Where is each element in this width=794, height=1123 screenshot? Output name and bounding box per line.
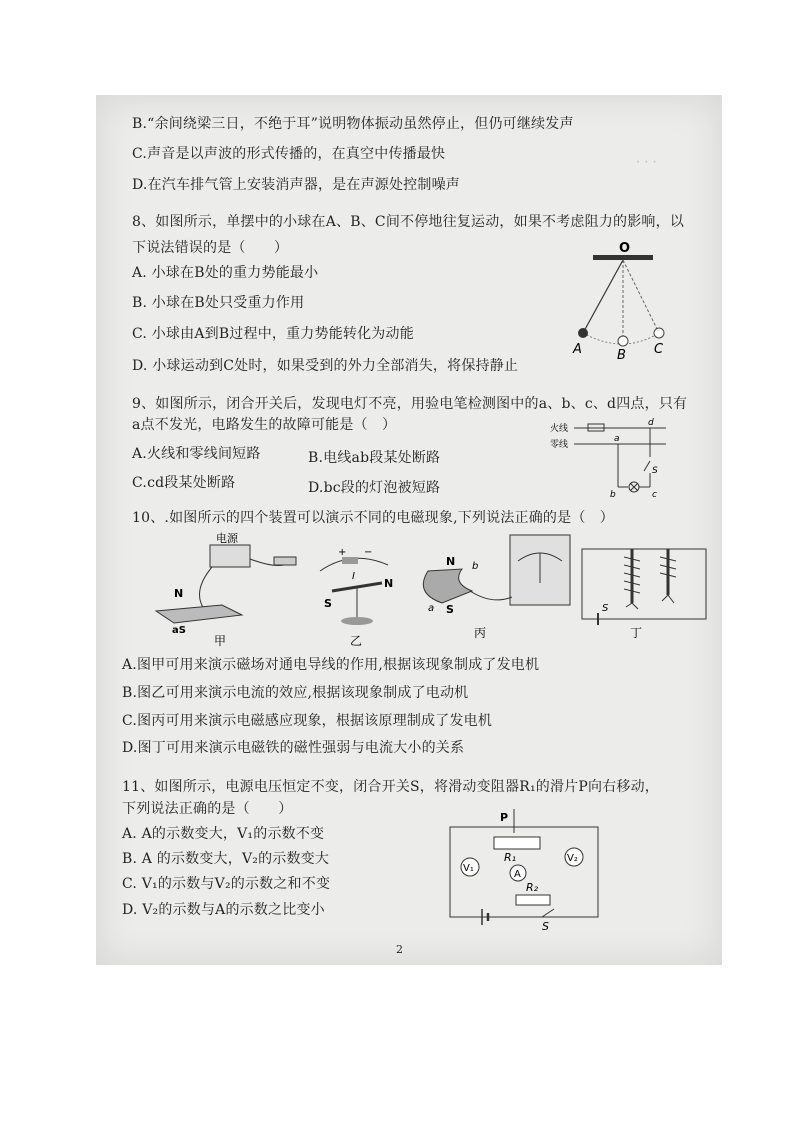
q8-option-b: B. 小球在B处只受重力作用 [132,295,305,311]
q8-option-c: C. 小球由A到B过程中，重力势能转化为动能 [132,326,414,342]
switch-blade [644,461,650,471]
q8-option-d: D. 小球运动到C处时，如果受到的外力全部消失，将保持静止 [132,358,519,374]
pendulum-label-a: A [573,342,582,357]
q11-option-c: C. V₁的示数与V₂的示数之和不变 [122,876,331,892]
jia-label-n: N [174,587,184,600]
ding-caption: 丁 [630,626,643,640]
switch-s [542,909,554,917]
q7-option-c: C.声音是以声波的形式传播的，在真空中传播最快 [132,146,446,162]
pendulum-label-c: C [654,342,664,357]
q9-option-c: C.cd段某处断路 [132,475,236,491]
figure-jia [156,531,296,647]
jia-label-as: aS [172,625,186,636]
yi-label-s: S [324,597,332,610]
q10-option-c: C.图丙可用来演示电磁感应现象，根据该原理制成了发电机 [122,713,493,729]
r1-label: R₁ [504,851,517,864]
v2-label: V₂ [567,853,578,864]
q11-option-d: D. V₂的示数与A的示数之比变小 [122,902,325,918]
r2-label: R₂ [526,881,539,894]
q8-stem-line2: 下说法错误的是（ ） [132,240,289,256]
bing-magnet [423,569,472,603]
bing-label-n: N [446,555,456,568]
q11-stem-line1: 11、如图所示，电源电压恒定不变，闭合开关S，将滑动变阻器R₁的滑片P向右移动， [122,779,659,795]
resistor-r2 [516,895,550,905]
q9-stem-line2: a点不发光，电路发生的故障可能是（ ） [132,417,397,433]
jia-caption: 甲 [214,634,227,647]
pendulum-ball-a [578,328,588,338]
pendulum-ball-c [654,328,664,338]
q11-option-a: A. A的示数变大，V₁的示数不变 [122,826,325,842]
jia-power-box [210,545,250,567]
figure-ding [582,549,706,640]
yi-plus: + [338,547,347,558]
q10-stem: 10、.如图所示的四个装置可以演示不同的电磁现象,下列说法正确的是（ ） [132,510,614,526]
q8-stem-line1: 8、如图所示，单摆中的小球在A、B、C间不停地往复运动，如果不考虑阻力的影响，以 [132,214,685,230]
q11-circuit-figure [446,805,606,930]
point-c-label: c [652,490,657,499]
q9-option-d: D.bc段的灯泡被短路 [308,480,441,496]
live-wire-label: 火线 [550,424,569,434]
switch-label: S [652,466,658,476]
exam-page [96,95,722,965]
pendulum-string-a [583,260,623,333]
ammeter-label: A [514,869,521,880]
pendulum-string-c [623,260,659,333]
q7-option-b: B.“余间绕梁三日，不绝于耳”说明物体振动虽然停止，但仍可继续发声 [132,116,574,132]
q9-option-b: B.电线ab段某处断路 [308,450,441,466]
bing-wire [470,591,512,600]
yi-minus: − [364,547,373,558]
q9-stem-line1: 9、如图所示，闭合开关后，发现电灯不亮，用验电笔检测图中的a、b、c、d四点，只有 [132,396,688,412]
q7-option-d: D.在汽车排气管上安装消声器，是在声源处控制噪声 [132,177,460,193]
slider-p-label: P [500,811,509,824]
yi-current: I [352,571,355,582]
switch-s-label: S [542,920,549,930]
q10-option-a: A.图甲可用来演示磁场对通电导线的作用,根据该现象制成了发电机 [122,657,540,673]
yi-base [341,617,373,625]
pendulum-label-b: B [617,348,626,362]
jia-magnet [156,605,242,623]
yi-battery [342,557,358,564]
yi-label-n: N [384,577,394,590]
jia-power-label: 电源 [216,532,238,545]
page-number: 2 [396,943,403,956]
q11-option-b: B. A 的示数变大，V₂的示数变大 [122,851,330,867]
jia-switch [274,557,296,565]
ding-switch-label: S [602,603,609,614]
bing-caption: 丙 [474,626,487,640]
ding-frame [582,549,706,619]
q11-stem-line2: 下列说法正确的是（ ） [122,801,293,817]
bleed-through-text: · · · [636,155,657,170]
figure-bing [423,535,570,640]
q10-option-b: B.图乙可用来演示电流的效应,根据该现象制成了电动机 [122,685,469,701]
pendulum-figure [571,237,681,362]
household-circuit-figure [548,417,668,499]
point-a-label: a [614,434,620,444]
bing-label-a: a [428,603,435,614]
yi-caption: 乙 [350,634,363,647]
neutral-wire-label: 零线 [550,440,569,450]
rheostat-r1 [494,837,540,849]
pendulum-label-o: O [619,241,631,256]
point-d-label: d [648,418,654,428]
electromagnetism-figures [152,531,712,647]
point-b-label: b [610,490,616,499]
bing-label-b: b [472,561,479,572]
v1-label: V₁ [463,863,474,874]
q10-option-d: D.图丁可用来演示电磁铁的磁性强弱与电流大小的关系 [122,740,465,756]
figure-yi [320,547,393,647]
pendulum-ball-b [618,336,628,346]
bing-label-s: S [446,603,454,616]
q8-option-a: A. 小球在B处的重力势能最小 [132,265,319,281]
q9-option-a: A.火线和零线间短路 [132,446,261,462]
